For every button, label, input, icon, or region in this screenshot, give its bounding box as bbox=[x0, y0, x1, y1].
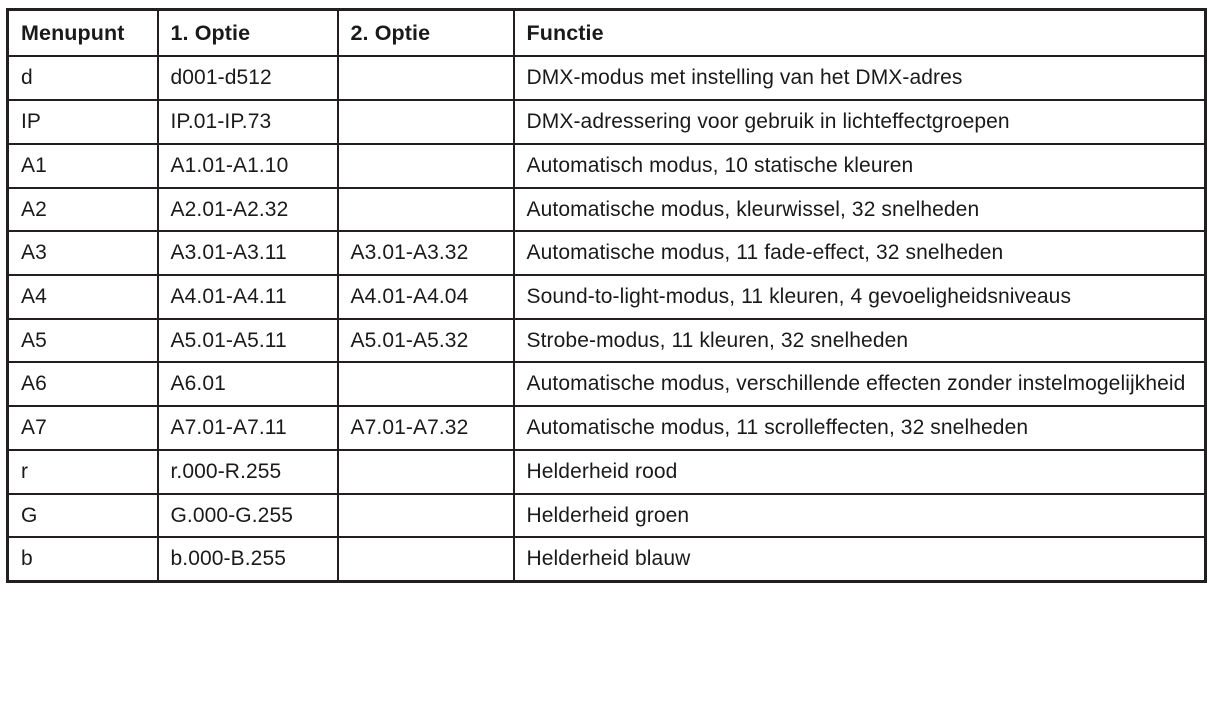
table-row bbox=[8, 406, 1206, 450]
column-header-menupunt: Menupunt bbox=[8, 10, 158, 57]
cell-optie2 bbox=[338, 56, 514, 100]
table-row bbox=[8, 231, 1206, 275]
table-header-row bbox=[8, 10, 1206, 57]
cell-menupunt: A3 bbox=[8, 231, 158, 275]
column-header-optie2: 2. Optie bbox=[338, 10, 514, 57]
cell-optie1: d001-d512 bbox=[158, 56, 338, 100]
cell-menupunt: A5 bbox=[8, 319, 158, 363]
cell-optie2: A3.01-A3.32 bbox=[338, 231, 514, 275]
cell-functie: Sound-to-light-modus, 11 kleuren, 4 gevoeligheidsniveaus bbox=[514, 275, 1206, 319]
cell-menupunt: A2 bbox=[8, 188, 158, 232]
cell-menupunt: A1 bbox=[8, 144, 158, 188]
cell-menupunt: r bbox=[8, 450, 158, 494]
cell-optie1: A2.01-A2.32 bbox=[158, 188, 338, 232]
cell-menupunt: A7 bbox=[8, 406, 158, 450]
table-row bbox=[8, 494, 1206, 538]
cell-optie1: IP.01-IP.73 bbox=[158, 100, 338, 144]
table-row bbox=[8, 537, 1206, 581]
table-row bbox=[8, 275, 1206, 319]
cell-optie1: A7.01-A7.11 bbox=[158, 406, 338, 450]
cell-functie: Helderheid rood bbox=[514, 450, 1206, 494]
cell-functie: DMX-modus met instelling van het DMX-adres bbox=[514, 56, 1206, 100]
cell-optie2: A4.01-A4.04 bbox=[338, 275, 514, 319]
table-row bbox=[8, 450, 1206, 494]
cell-optie2 bbox=[338, 362, 514, 406]
table-row bbox=[8, 100, 1206, 144]
cell-functie: Strobe-modus, 11 kleuren, 32 snelheden bbox=[514, 319, 1206, 363]
cell-optie2 bbox=[338, 144, 514, 188]
cell-functie: Helderheid groen bbox=[514, 494, 1206, 538]
table-row bbox=[8, 144, 1206, 188]
table-header bbox=[8, 10, 1206, 57]
cell-functie: Automatische modus, 11 scrolleffecten, 32 snelheden bbox=[514, 406, 1206, 450]
cell-optie1: r.000-R.255 bbox=[158, 450, 338, 494]
table-row bbox=[8, 319, 1206, 363]
cell-menupunt: b bbox=[8, 537, 158, 581]
column-header-functie: Functie bbox=[514, 10, 1206, 57]
cell-functie: Automatische modus, kleurwissel, 32 snelheden bbox=[514, 188, 1206, 232]
cell-menupunt: d bbox=[8, 56, 158, 100]
cell-optie1: A6.01 bbox=[158, 362, 338, 406]
cell-menupunt: IP bbox=[8, 100, 158, 144]
cell-menupunt: A6 bbox=[8, 362, 158, 406]
cell-optie2 bbox=[338, 188, 514, 232]
table-row bbox=[8, 188, 1206, 232]
cell-functie: Helderheid blauw bbox=[514, 537, 1206, 581]
table-row bbox=[8, 362, 1206, 406]
cell-optie2 bbox=[338, 100, 514, 144]
cell-optie1: A5.01-A5.11 bbox=[158, 319, 338, 363]
cell-menupunt: G bbox=[8, 494, 158, 538]
menu-options-table bbox=[6, 8, 1207, 583]
cell-optie1: A1.01-A1.10 bbox=[158, 144, 338, 188]
column-header-optie1: 1. Optie bbox=[158, 10, 338, 57]
cell-functie: Automatisch modus, 10 statische kleuren bbox=[514, 144, 1206, 188]
cell-functie: Automatische modus, verschillende effecten zonder instelmogelijkheid bbox=[514, 362, 1206, 406]
cell-optie2 bbox=[338, 494, 514, 538]
table-row bbox=[8, 56, 1206, 100]
cell-optie2: A7.01-A7.32 bbox=[338, 406, 514, 450]
cell-menupunt: A4 bbox=[8, 275, 158, 319]
cell-optie2: A5.01-A5.32 bbox=[338, 319, 514, 363]
cell-functie: Automatische modus, 11 fade-effect, 32 snelheden bbox=[514, 231, 1206, 275]
cell-optie1: A4.01-A4.11 bbox=[158, 275, 338, 319]
cell-optie1: G.000-G.255 bbox=[158, 494, 338, 538]
cell-optie2 bbox=[338, 537, 514, 581]
cell-functie: DMX-adressering voor gebruik in lichteffectgroepen bbox=[514, 100, 1206, 144]
table-body bbox=[8, 56, 1206, 581]
cell-optie1: b.000-B.255 bbox=[158, 537, 338, 581]
cell-optie2 bbox=[338, 450, 514, 494]
cell-optie1: A3.01-A3.11 bbox=[158, 231, 338, 275]
